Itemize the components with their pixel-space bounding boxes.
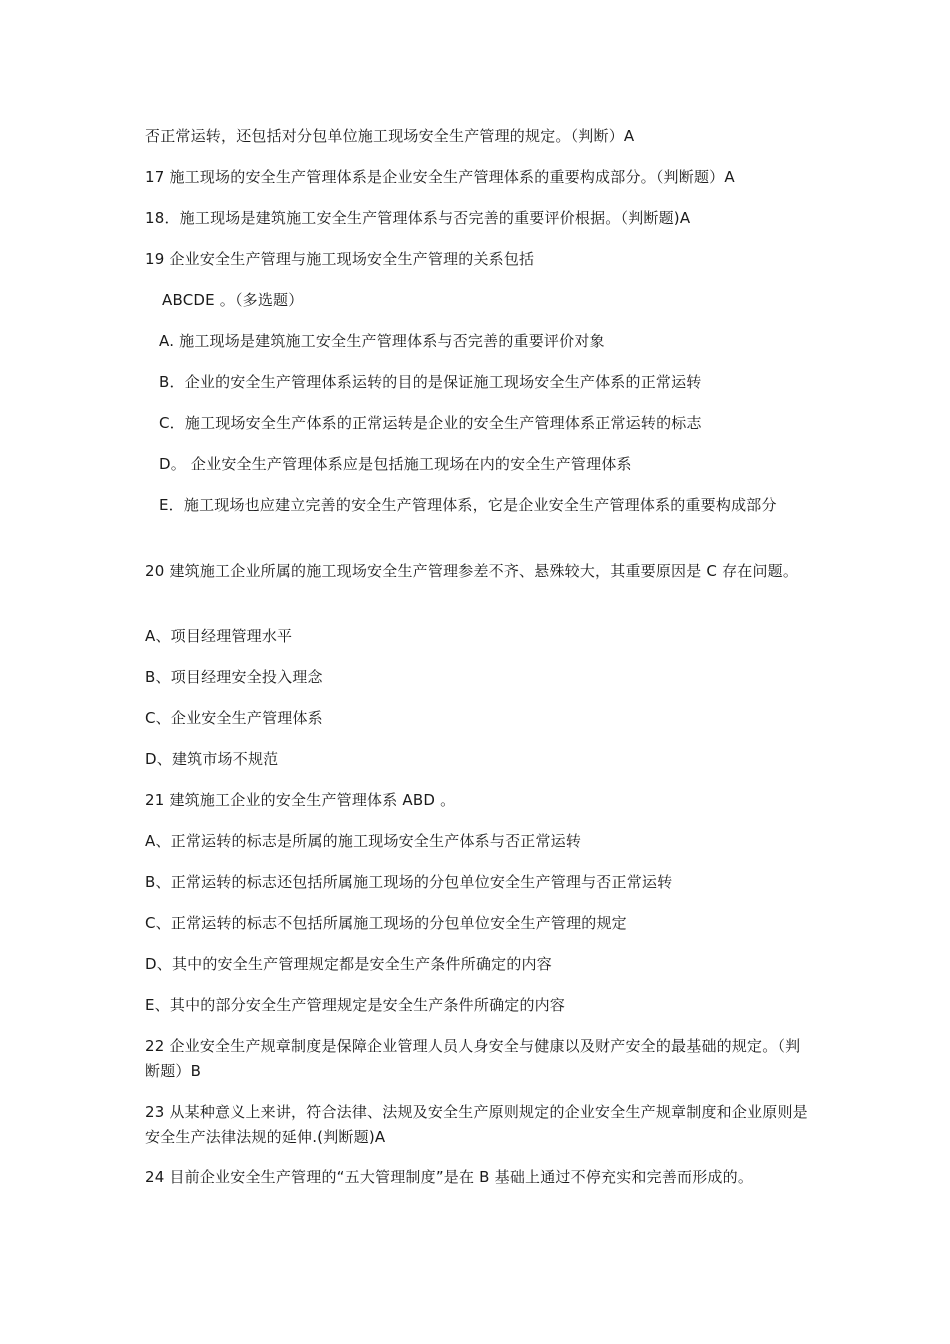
question-19: 19 企业安全生产管理与施工现场安全生产管理的关系包括 (145, 250, 535, 268)
question-18: 18．施工现场是建筑施工安全生产管理体系与否完善的重要评价根据。（判断题)A (145, 209, 691, 227)
question-20: 20 建筑施工企业所属的施工现场安全生产管理参差不齐、悬殊较大，其重要原因是 C 存在问题。 (145, 562, 799, 580)
question-23: 23 从某种意义上来讲，符合法律、法规及安全生产原则规定的企业安全生产规章制度和企业原则是安全生产法律法规的延伸.(判断题)A (145, 1103, 808, 1146)
option-c: C．施工现场安全生产体系的正常运转是企业的安全生产管理体系正常运转的标志 (159, 414, 702, 432)
option-d: D。 企业安全生产管理体系应是包括施工现场在内的安全生产管理体系 (159, 455, 632, 473)
option-c: C、企业安全生产管理体系 (145, 709, 323, 727)
text-line: 否正常运转，还包括对分包单位施工现场安全生产管理的规定。（判断）A (145, 127, 635, 145)
option-e: E、其中的部分安全生产管理规定是安全生产条件所确定的内容 (145, 996, 566, 1014)
option-a: A、正常运转的标志是所属的施工现场安全生产体系与否正常运转 (145, 832, 582, 850)
question-17: 17 施工现场的安全生产管理体系是企业安全生产管理体系的重要构成部分。（判断题）A (145, 168, 735, 186)
question-24: 24 目前企业安全生产管理的“五大管理制度”是在 B 基础上通过不停充实和完善而形成的。 (145, 1168, 754, 1186)
option-a: A. 施工现场是建筑施工安全生产管理体系与否完善的重要评价对象 (159, 332, 605, 350)
option-e: E．施工现场也应建立完善的安全生产管理体系，它是企业安全生产管理体系的重要构成部分 (159, 496, 777, 514)
question-21: 21 建筑施工企业的安全生产管理体系 ABD 。 (145, 791, 456, 809)
question-22: 22 企业安全生产规章制度是保障企业管理人员人身安全与健康以及财产安全的最基础的规定。（判断题）B (145, 1037, 801, 1080)
option-a: A、项目经理管理水平 (145, 627, 293, 645)
option-b: B、正常运转的标志还包括所属施工现场的分包单位安全生产管理与否正常运转 (145, 873, 673, 891)
question-19-answer: ABCDE 。（多选题） (162, 291, 304, 309)
option-b: B．企业的安全生产管理体系运转的目的是保证施工现场安全生产体系的正常运转 (159, 373, 702, 391)
option-d: D、其中的安全生产管理规定都是安全生产条件所确定的内容 (145, 955, 552, 973)
option-c: C、正常运转的标志不包括所属施工现场的分包单位安全生产管理的规定 (145, 914, 627, 932)
option-d: D、建筑市场不规范 (145, 750, 279, 768)
option-b: B、项目经理安全投入理念 (145, 668, 323, 686)
